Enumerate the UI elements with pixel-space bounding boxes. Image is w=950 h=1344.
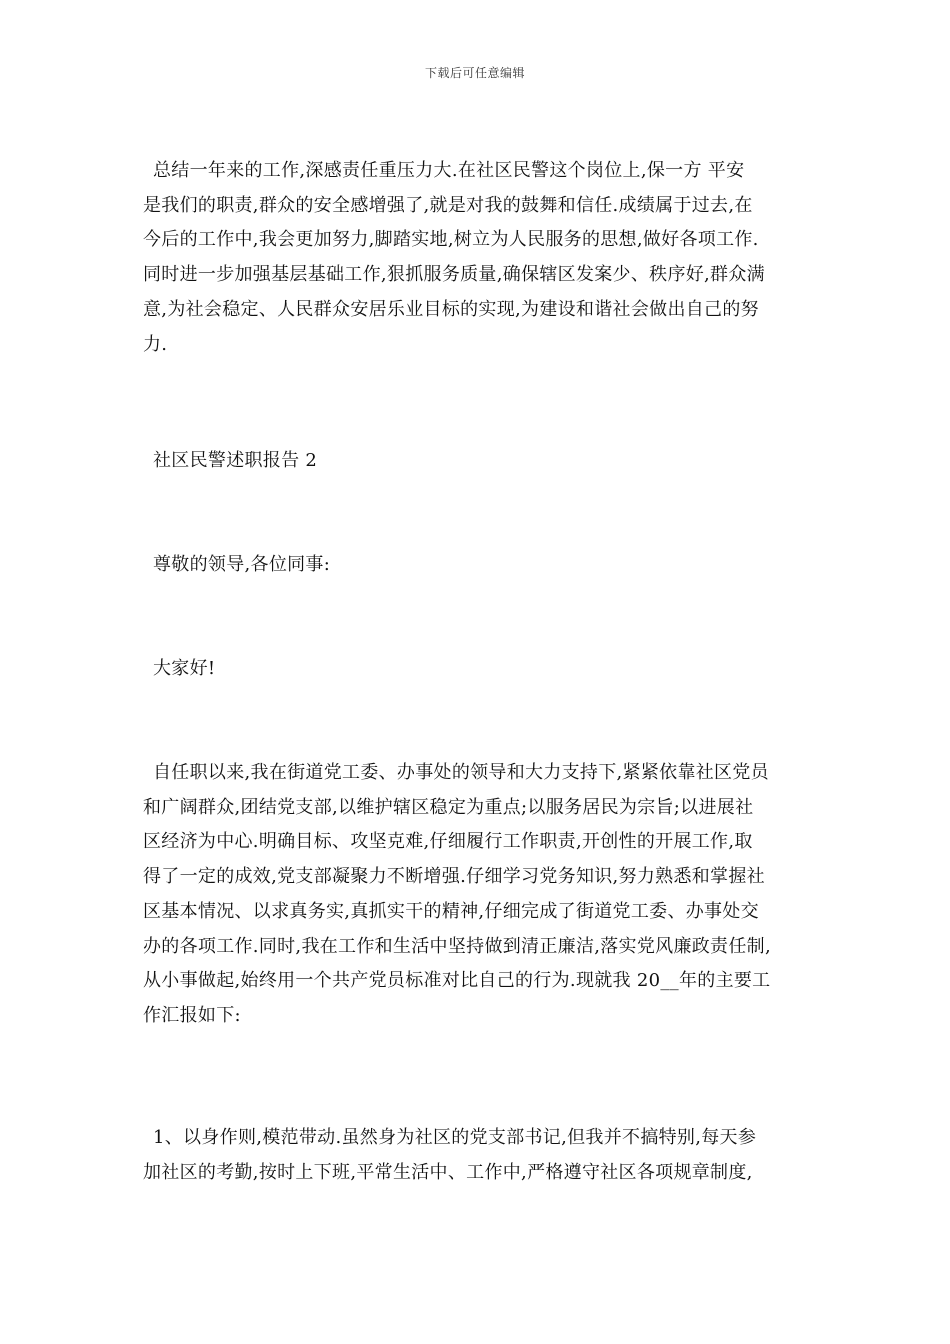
paragraph-summary [143,154,815,362]
salutation-text: 尊敬的领导,各位同事: [153,554,331,575]
paragraph-introduction [143,756,815,1034]
paragraph-item-1 [143,1121,815,1190]
text-line: 办的各项工作.同时,我在工作和生活中坚持做到清正廉洁,落实党风廉政责任制, [143,935,771,957]
salutation [143,548,815,583]
text-line: 自任职以来,我在街道党工委、办事处的领导和大力支持下,紧紧依靠社区党员 [153,762,769,783]
text-line: 总结一年来的工作,深感责任重压力大.在社区民警这个岗位上,保一方 平安 [153,160,745,181]
text-line: 得了一定的成效,党支部凝聚力不断增强.仔细学习党务知识,努力熟悉和掌握社 [143,866,765,888]
text-line: 区基本情况、以求真务实,真抓实干的精神,仔细完成了街道党工委、办事处交 [143,900,759,922]
text-line: 从小事做起,始终用一个共产党员标准对比自己的行为.现就我 20__年的主要工 [143,970,771,992]
text-line: 1、以身作则,模范带动.虽然身为社区的党支部书记,但我并不搞特别,每天参 [153,1127,757,1148]
text-line: 同时进一步加强基层基础工作,狠抓服务质量,确保辖区发案少、秩序好,群众满 [143,264,765,286]
greeting [143,652,815,687]
page-header-note: 下载后可任意编辑 [424,66,525,80]
text-line: 力. [143,333,168,355]
greeting-text: 大家好! [153,658,216,679]
text-line: 意,为社会稳定、人民群众安居乐业目标的实现,为建设和谐社会做出自己的努 [143,298,759,320]
report-title [143,444,815,479]
text-line: 今后的工作中,我会更加努力,脚踏实地,树立为人民服务的思想,做好各项工作. [143,229,759,251]
text-line: 作汇报如下: [143,1004,241,1026]
text-line: 和广阔群众,团结党支部,以维护辖区稳定为重点;以服务居民为宗旨;以进展社 [143,796,754,818]
text-line: 加社区的考勤,按时上下班,平常生活中、工作中,严格遵守社区各项规章制度, [143,1161,753,1183]
text-line: 是我们的职责,群众的安全感增强了,就是对我的鼓舞和信任.成绩属于过去,在 [143,194,753,216]
report-title-text: 社区民警述职报告 2 [153,450,318,471]
text-line: 区经济为中心.明确目标、攻坚克难,仔细履行工作职责,开创性的开展工作,取 [143,831,753,853]
